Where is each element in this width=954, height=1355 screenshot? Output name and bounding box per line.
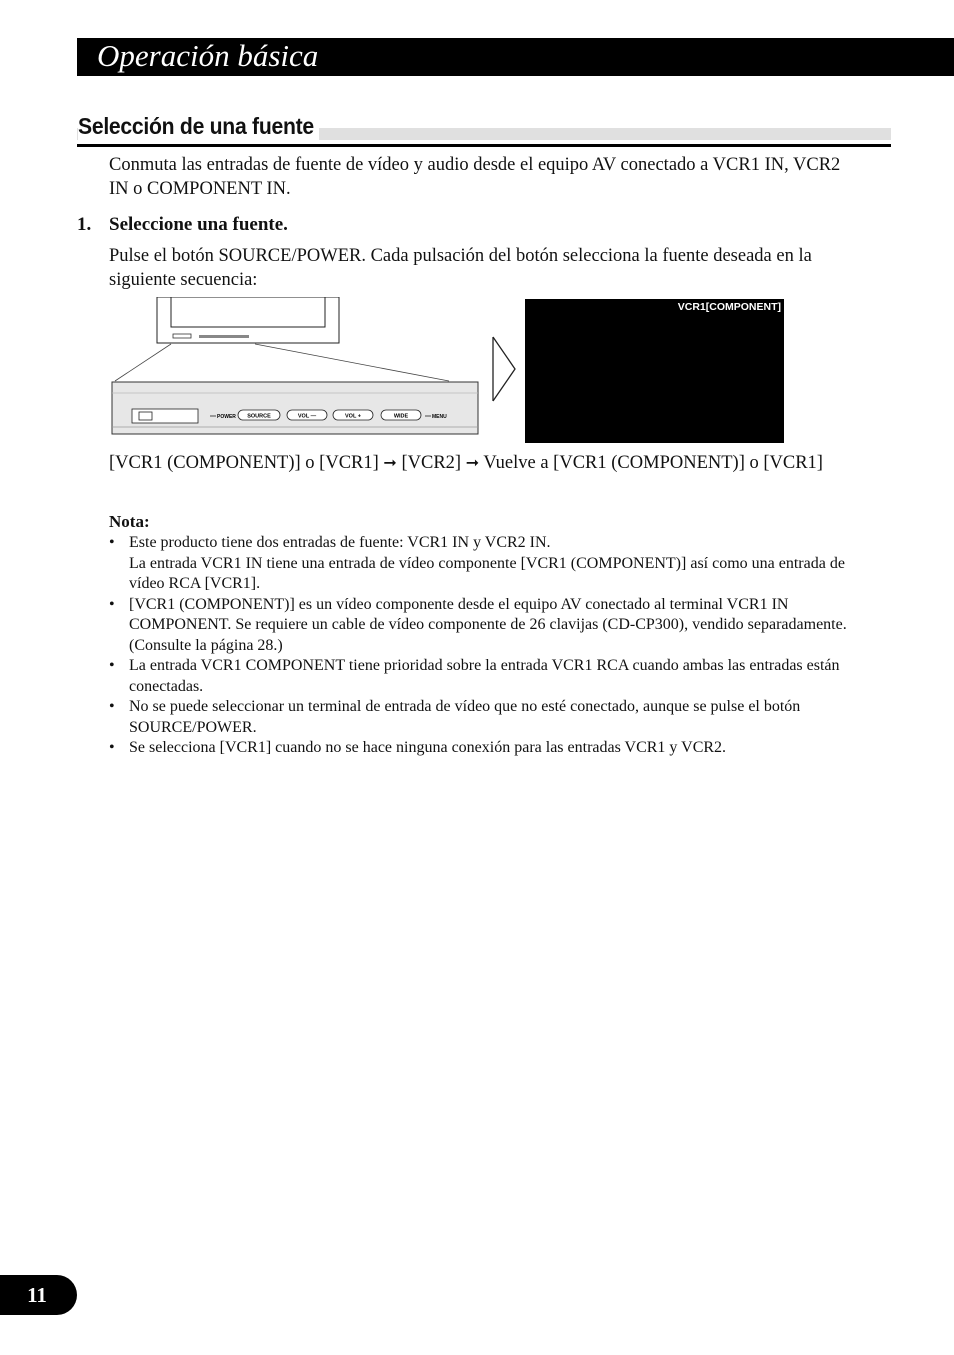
list-item xyxy=(109,697,854,738)
bullet-icon: • xyxy=(109,595,115,613)
note-text: La entrada VCR1 COMPONENT tiene prioridad sobre la entrada VCR1 RCA cuando ambas las entradas están conectadas. xyxy=(129,657,840,695)
sequence-item-1: [VCR1 (COMPONENT)] o [VCR1] xyxy=(109,453,379,473)
front-panel xyxy=(112,382,478,434)
sequence-item-3: Vuelve a [VCR1 (COMPONENT)] o [VCR1] xyxy=(483,453,823,473)
note-text: No se puede seleccionar un terminal de entrada de vídeo que no esté conectado, aunque se pulse el botón SOURCE/POWER. xyxy=(129,698,801,736)
section-rule xyxy=(77,144,891,147)
page-title: Operación básica xyxy=(97,38,319,73)
list-item xyxy=(109,533,854,595)
list-item xyxy=(109,738,854,759)
notes-list xyxy=(109,533,854,759)
source-label: SOURCE xyxy=(247,413,271,420)
panel-window xyxy=(132,409,198,423)
sequence-arrow-icon: ➞ xyxy=(465,453,480,472)
section-title: Selección de una fuente xyxy=(78,110,319,142)
notes-title: Nota: xyxy=(109,512,150,531)
sequence-item-2: [VCR2] xyxy=(401,453,462,473)
step-text: Pulse el botón SOURCE/POWER. Cada pulsación del botón selecciona la fuente deseada en la siguiente secuencia: xyxy=(109,246,812,290)
vol-minus-label: VOL — xyxy=(297,413,317,420)
vol-plus-label: VOL + xyxy=(345,413,361,420)
screen-source-label: VCR1[COMPONENT] xyxy=(677,301,781,313)
sequence-arrow-icon: ➞ xyxy=(383,453,397,472)
power-label: POWER xyxy=(217,414,236,420)
header-bar xyxy=(77,38,954,76)
step-number: 1. xyxy=(77,214,92,235)
step-title: Seleccione una fuente. xyxy=(109,214,288,235)
note-text: Se selecciona [VCR1] cuando no se hace ninguna conexión para las entradas VCR1 y VCR2. xyxy=(129,739,727,756)
list-item xyxy=(109,595,854,657)
note-text: La entrada VCR1 IN tiene una entrada de vídeo componente [VCR1 (COMPONENT)] así como una entrada de vídeo RCA [VCR1]. xyxy=(129,554,845,592)
bullet-icon: • xyxy=(109,534,115,551)
bullet-icon: • xyxy=(109,657,115,674)
menu-label: MENU xyxy=(432,414,447,420)
page-number-tab xyxy=(0,1275,77,1315)
next-arrow-icon xyxy=(491,336,517,402)
source-sequence xyxy=(109,451,854,475)
list-item xyxy=(109,656,854,697)
bullet-icon: • xyxy=(109,739,115,756)
section-heading xyxy=(77,110,891,148)
device-panel-illustration xyxy=(111,297,481,439)
step-heading xyxy=(77,213,288,237)
screen-display xyxy=(525,299,784,443)
intro-paragraph: Conmuta las entradas de fuente de vídeo y audio desde el equipo AV conectado a VCR1 IN, VCR2 IN o COMPONENT IN. xyxy=(109,155,841,199)
note-text: Este producto tiene dos entradas de fuente: VCR1 IN y VCR2 IN. xyxy=(129,534,551,551)
monitor-screen xyxy=(171,297,325,327)
bullet-icon: • xyxy=(109,698,115,715)
page-number: 11 xyxy=(27,1283,47,1307)
note-text: [VCR1 (COMPONENT)] es un vídeo componente desde el equipo AV conectado al terminal VCR1 IN COMPONENT. Se requiere un cable de vídeo componente de 26 clavijas (CD-CP300), vendido separadamente. (Consulte la página 28.) xyxy=(129,595,847,654)
wide-label: WIDE xyxy=(393,413,409,420)
